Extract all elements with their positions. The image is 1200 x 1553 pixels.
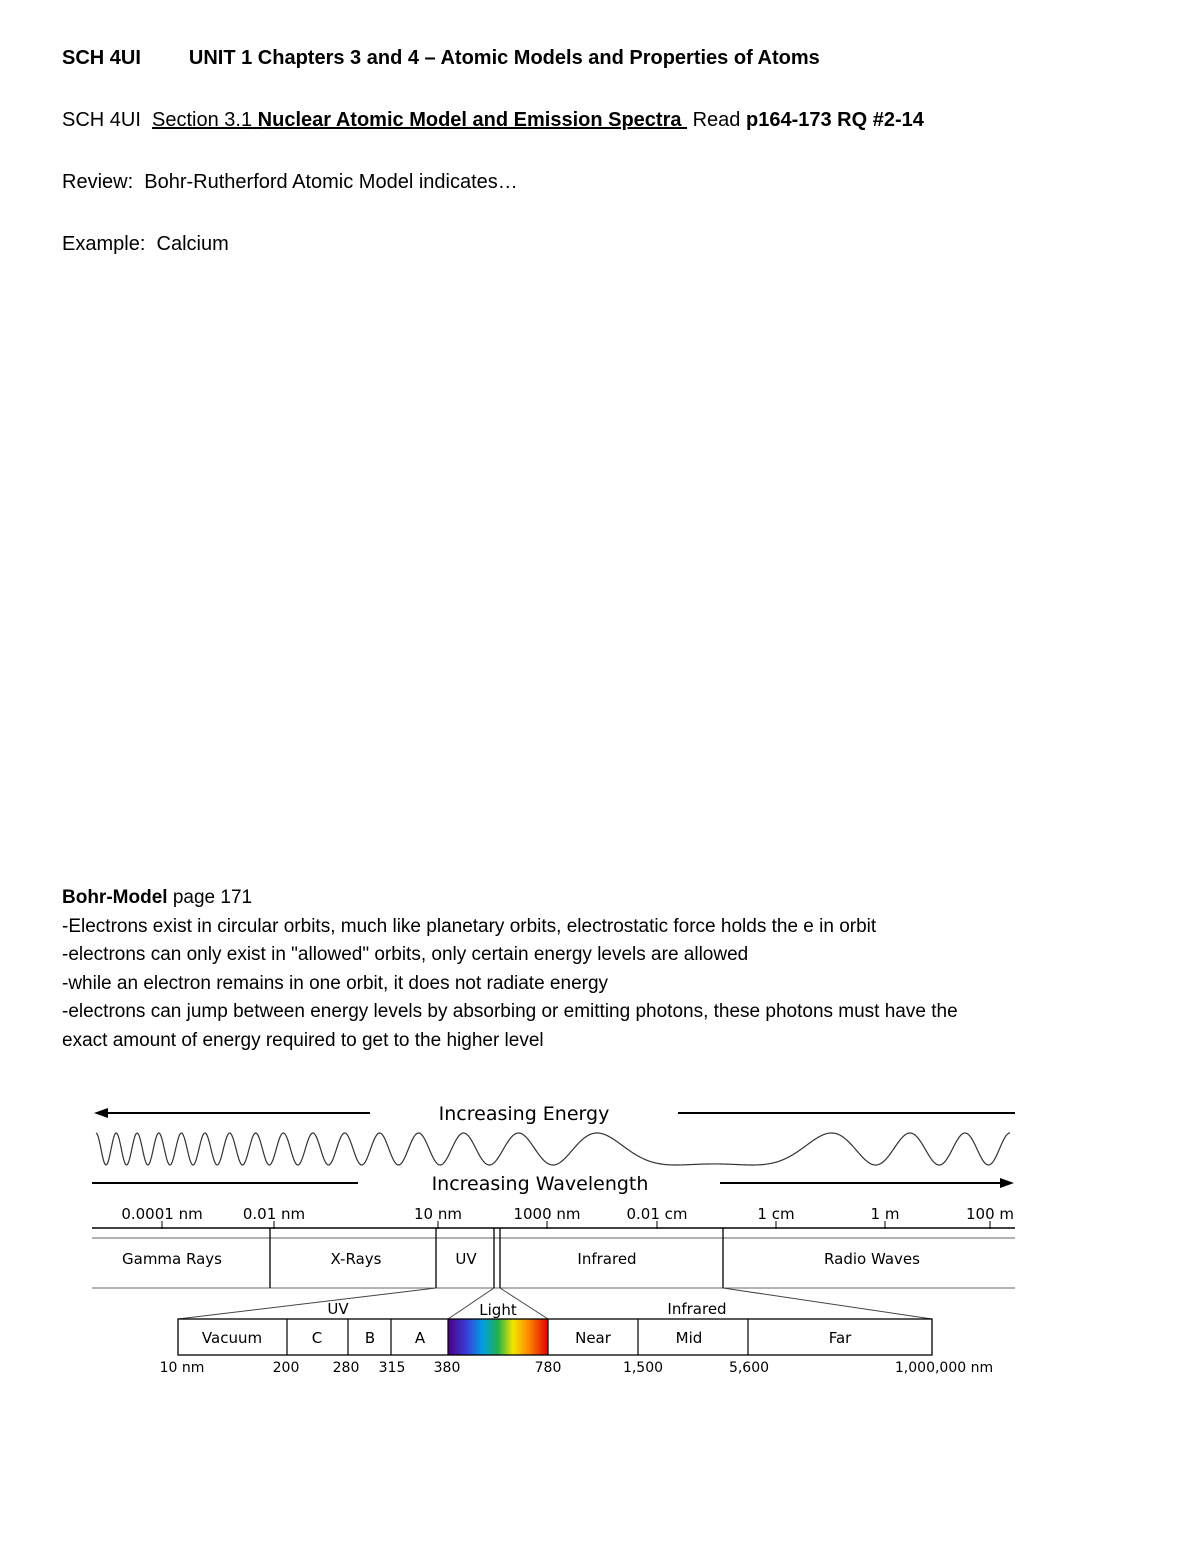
- bohr-point: exact amount of energy required to get to the higher level: [62, 1029, 544, 1051]
- wave-curve: [96, 1133, 1010, 1165]
- sub-band-frame: [178, 1319, 932, 1355]
- read-word: Read: [692, 109, 741, 131]
- review-text: Bohr-Rutherford Atomic Model indicates…: [144, 171, 518, 193]
- bohr-model-notes: [62, 884, 1092, 1055]
- scale-label: 1000 nm: [513, 1205, 581, 1223]
- wavelength-arrow-head: [1000, 1178, 1014, 1188]
- header-unit-title: UNIT 1 Chapters 3 and 4 – Atomic Models and Properties of Atoms: [188, 47, 820, 69]
- sub-scale-label: 5,600: [728, 1360, 770, 1376]
- sub-band-mid: Mid: [675, 1329, 703, 1347]
- sub-band-near: Near: [575, 1329, 611, 1347]
- scale-label: 0.01 cm: [626, 1205, 688, 1223]
- read-reference: p164-173 RQ #2-14: [745, 109, 924, 131]
- sub-scale-label: 200: [272, 1360, 300, 1376]
- section-course: SCH 4UI: [62, 109, 141, 131]
- wavelength-label: Increasing Wavelength: [431, 1173, 649, 1195]
- section-label: Section 3.1: [152, 109, 253, 131]
- bohr-point: -electrons can jump between energy levels by absorbing or emitting photons, these photons must have the: [62, 1001, 958, 1022]
- bohr-point: -while an electron remains in one orbit, it does not radiate energy: [62, 972, 609, 994]
- energy-label: Increasing Energy: [438, 1103, 610, 1125]
- section-line: [62, 109, 924, 132]
- sub-band-vacuum: Vacuum: [201, 1329, 263, 1347]
- band-gamma-rays: Gamma Rays: [122, 1250, 222, 1268]
- sub-band-c: C: [311, 1329, 323, 1347]
- scale-label: 1 cm: [757, 1205, 795, 1223]
- sub-scale-label: 1,000,000 nm: [894, 1360, 994, 1376]
- scale-label: 1 m: [870, 1205, 900, 1223]
- sub-scale-label: 380: [433, 1360, 461, 1376]
- review-label: Review:: [62, 171, 134, 193]
- expansion-lines: [178, 1288, 932, 1319]
- section-title: Nuclear Atomic Model and Emission Spectra: [257, 109, 682, 131]
- sub-scale-label: 1,500: [622, 1360, 664, 1376]
- header-course: SCH 4UI: [62, 47, 141, 69]
- sub-scale-label: 10 nm: [159, 1360, 205, 1376]
- sub-band-a: A: [414, 1329, 426, 1347]
- sub-heading-infrared: Infrared: [667, 1300, 727, 1318]
- bohr-heading: Bohr-Model: [62, 887, 168, 908]
- sub-scale-label: 780: [534, 1360, 562, 1376]
- bohr-heading-line: [62, 884, 1092, 913]
- sub-band-far: Far: [828, 1329, 852, 1347]
- band-infrared: Infrared: [577, 1250, 637, 1268]
- sub-scale-label: 315: [378, 1360, 406, 1376]
- bohr-point: -electrons can only exist in "allowed" orbits, only certain energy levels are allowed: [62, 944, 749, 965]
- example-line: [62, 233, 229, 256]
- band-x-rays: X-Rays: [330, 1250, 382, 1268]
- sub-heading-uv: UV: [327, 1300, 349, 1318]
- sub-band-b: B: [364, 1329, 376, 1347]
- bohr-page-ref: page 171: [172, 887, 253, 908]
- band-radio-waves: Radio Waves: [824, 1250, 920, 1268]
- scale-label: 0.01 nm: [242, 1205, 306, 1223]
- energy-arrow-head: [94, 1108, 108, 1118]
- unit-header: [62, 47, 820, 70]
- bohr-point: -Electrons exist in circular orbits, much like planetary orbits, electrostatic force holds the e in orbit: [62, 915, 877, 937]
- example-label: Example:: [62, 233, 146, 255]
- scale-label: 10 nm: [414, 1205, 462, 1223]
- sub-scale-label: 280: [332, 1360, 360, 1376]
- visible-light-band: [448, 1319, 548, 1355]
- example-text: Calcium: [156, 233, 229, 255]
- em-spectrum-diagram: [80, 1095, 1040, 1385]
- scale-label: 100 m: [965, 1205, 1015, 1223]
- sub-heading-light: Light: [479, 1301, 517, 1319]
- band-uv: UV: [455, 1250, 477, 1268]
- review-line: [62, 171, 518, 194]
- scale-label: 0.0001 nm: [121, 1205, 203, 1223]
